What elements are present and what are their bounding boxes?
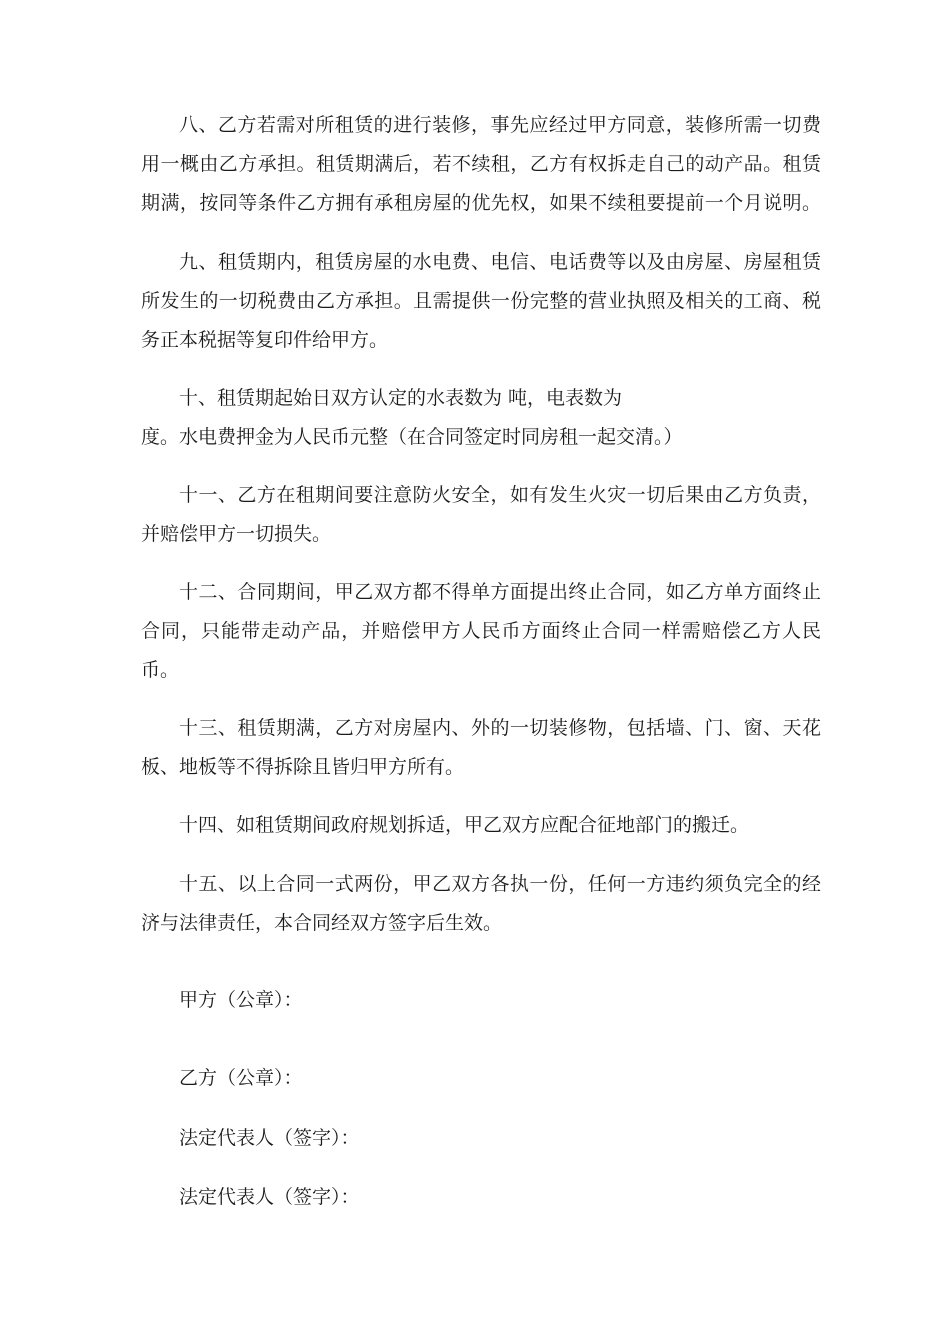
clause-13-line-2: 板、地板等不得拆除且皆归甲方所有。 (141, 756, 465, 778)
clause-13-line-1: 十三、租赁期满，乙方对房屋内、外的一切装修物，包括墙、门、窗、天花 (179, 717, 821, 739)
clause-9-line-3: 务正本税据等复印件给甲方。 (141, 329, 389, 351)
clause-8-line-3: 期满，按同等条件乙方拥有承租房屋的优先权，如果不续租要提前一个月说明。 (141, 192, 821, 214)
party-b-representative-label: 法定代表人（签字）： (179, 1186, 360, 1208)
clause-9-line-2: 所发生的一切税费由乙方承担。且需提供一份完整的营业执照及相关的工商、税 (141, 290, 821, 312)
clause-8-line-2: 用一概由乙方承担。租赁期满后，若不续租，乙方有权拆走自己的动产品。租赁 (141, 153, 821, 175)
clause-12-line-1: 十二、合同期间，甲乙双方都不得单方面提出终止合同，如乙方单方面终止 (179, 581, 821, 603)
clause-11-line-1: 十一、乙方在租期间要注意防火安全，如有发生火灾一切后果由乙方负责， (179, 484, 821, 506)
clause-15-line-2: 济与法律责任，本合同经双方签字后生效。 (141, 912, 503, 934)
party-a-representative-label: 法定代表人（签字）： (179, 1127, 360, 1149)
clause-11-line-2: 并赔偿甲方一切损失。 (141, 523, 332, 545)
party-b-seal-label: 乙方（公章）： (179, 1067, 303, 1089)
clause-9-line-1: 九、租赁期内，租赁房屋的水电费、电信、电话费等以及由房屋、房屋租赁 (179, 251, 821, 273)
clause-10-line-2: 度。水电费押金为人民币元整（在合同签定时同房租一起交清。） (141, 426, 683, 448)
clause-14-line-1: 十四、如租赁期间政府规划拆适，甲乙双方应配合征地部门的搬迁。 (179, 814, 750, 836)
party-a-seal-label: 甲方（公章）： (179, 989, 303, 1011)
clause-12-line-2: 合同，只能带走动产品，并赔偿甲方人民币方面终止合同一样需赔偿乙方人民 (141, 620, 821, 642)
clause-12-line-3: 币。 (141, 659, 180, 681)
clause-10-line-1: 十、租赁期起始日双方认定的水表数为 吨，电表数为 (179, 387, 623, 409)
clause-15-line-1: 十五、以上合同一式两份，甲乙双方各执一份，任何一方违约须负完全的经 (179, 873, 821, 895)
clause-8-line-1: 八、乙方若需对所租赁的进行装修，事先应经过甲方同意，装修所需一切费 (179, 114, 821, 136)
